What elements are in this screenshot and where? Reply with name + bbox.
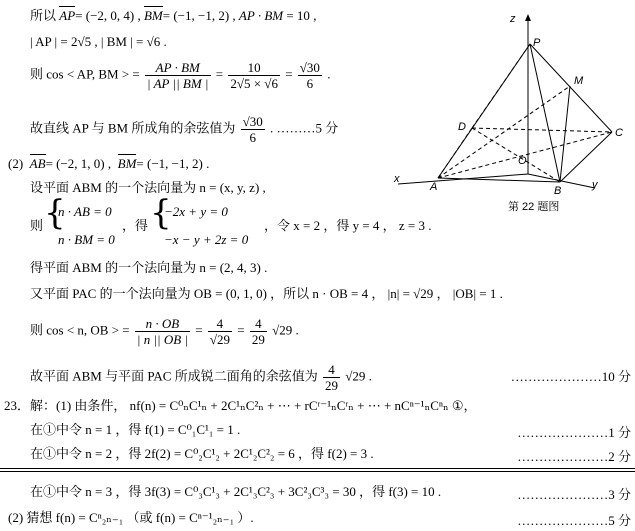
brace-left-2: {: [150, 193, 172, 233]
label-A: A: [430, 181, 438, 193]
page-divider: [0, 468, 635, 469]
score-1: …………………1 分: [517, 425, 631, 440]
q23-n1: 在①中令 n = 1 ，得 f(1) = C⁰₁C¹₁ = 1 .: [30, 422, 241, 437]
line-normal-lead: 设平面 ABM 的一个法向量为 n = (x, y, z) ,: [30, 180, 266, 195]
q23-guess: (2) 猜想 f(n) = Cⁿ₂ₙ₋₁ （或 f(n) = Cⁿ⁻¹₂ₙ₋₁ ）.: [8, 510, 254, 525]
sys-tail: ，令 x = 2 ，得 y = 4 ， z = 3 .: [264, 218, 432, 233]
label-y: y: [592, 179, 598, 191]
line-pac-normal: 又平面 PAC 的一个法向量为 OB = (0, 1, 0) ，所以 n · OB = 4 ， |n| = √29 ， |OB| = 1 .: [30, 286, 503, 301]
edge-BC: [560, 132, 612, 182]
line-normal-result: 得平面 ABM 的一个法向量为 n = (2, 4, 3) .: [30, 260, 268, 275]
line-magnitudes: | AP | = 2√5 , | BM | = √6 .: [30, 34, 167, 49]
z-arrow: [525, 14, 531, 21]
edge-PC: [530, 44, 612, 132]
label-O: O: [518, 155, 527, 167]
line-cos-ap-bm: 则 cos < AP, BM > = $\frac{AP \cdot BM}{| AP || BM |}$ = $\frac{10}{2√5 \times √6}$ = $\frac{√30}{6}$ .: [30, 60, 331, 91]
edge-BM: [560, 86, 570, 182]
line-conclusion-2: 故平面 ABM 与平面 PAC 所成锐二面角的余弦值为 $\frac{4}{29}$ √29 .: [30, 362, 372, 393]
label-z: z: [510, 13, 516, 25]
q23-n3: 在①中令 n = 3 ，得 3f(3) = C⁰₃C¹₃ + 2C¹₃C²₃ + 3C²₃C³₃ = 30 ，得 f(3) = 10 .: [30, 484, 442, 499]
edge-PB: [530, 44, 560, 182]
sys-mid: ，得: [122, 218, 149, 233]
edge-PA: [438, 44, 530, 178]
sys-lead: 则: [30, 218, 44, 233]
score-2: …………………2 分: [517, 449, 631, 464]
edge-DB: [472, 128, 560, 182]
brace-left-1: {: [44, 193, 66, 233]
q23-head: 23．解：(1) 由条件， nf(n) = C⁰ₙC¹ₙ + 2C¹ₙC²ₙ + ⋯ + rCʳ⁻¹ₙCʳₙ + ⋯ + nCⁿ⁻¹ₙCⁿₙ ①，: [4, 398, 477, 413]
label-D: D: [458, 121, 466, 133]
q23-n2: 在①中令 n = 2 ，得 2f(2) = C⁰₂C¹₂ + 2C¹₂C²₂ = 6 ，得 f(2) = 3 .: [30, 446, 374, 461]
sys1-eq-a: n · AB = 0: [58, 204, 112, 219]
line-ab-bm-vectors: (2) AB= (−2, 1, 0) , BM= (−1, −1, 2) .: [8, 156, 210, 171]
label-B: B: [554, 185, 562, 197]
score-3: …………………3 分: [517, 487, 631, 502]
line-ap-bm: 所以 AP= (−2, 0, 4) , BM= (−1, −1, 2) , AP · BM = 10 ,: [30, 8, 317, 23]
label-x: x: [394, 173, 400, 185]
label-M: M: [574, 75, 584, 87]
pyramid-figure: [390, 6, 635, 216]
sys1-eq-b: n · BM = 0: [58, 232, 115, 247]
label-C: C: [615, 127, 623, 139]
page-divider-2: [0, 471, 635, 472]
sys2-eq-b: −x − y + 2z = 0: [164, 232, 249, 247]
score-5b: …………………5 分: [517, 513, 631, 528]
sys2-eq-a: −2x + y = 0: [164, 204, 228, 219]
score-10: …………………10 分: [510, 369, 631, 384]
label-P: P: [533, 37, 541, 49]
edge-DC: [472, 128, 612, 132]
figure-caption: 第 22 题图: [508, 201, 560, 213]
line-conclusion-1: 故直线 AP 与 BM 所成角的余弦值为 $\frac{√30}{6}$ . ………5 分: [30, 114, 339, 145]
line-cos-n-ob: 则 cos < n, OB > = $\frac{n \cdot OB}{| n || OB |}$ = $\frac{4}{√29}$ = $\frac{4}{29}$ √29 .: [30, 316, 299, 347]
